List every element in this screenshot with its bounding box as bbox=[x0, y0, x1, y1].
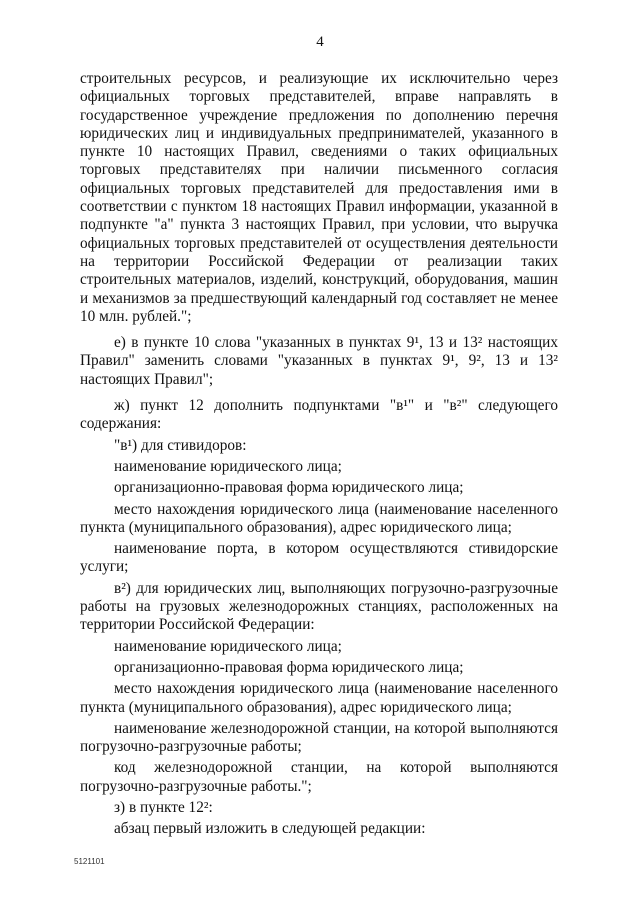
document-body bbox=[80, 70, 558, 839]
paragraph-location: место нахождения юридического лица (наименование населенного пункта (муниципального образования), адрес юридического лица; bbox=[80, 500, 558, 536]
paragraph-first-paragraph-edit: абзац первый изложить в следующей редакции: bbox=[114, 820, 426, 838]
paragraph-station-name: наименование железнодорожной станции, на которой выполняются погрузочно-разгрузочные работы; bbox=[80, 719, 558, 756]
paragraph-item-z: з) в пункте 12²: bbox=[114, 798, 213, 816]
paragraph-item-e: е) в пункте 10 слова "указанных в пунктах 9¹, 13 и 13² настоящих Правил" заменить словами "указанных в пунктах 9¹, 9², 13 и 13² настоящих Правил"; bbox=[80, 334, 558, 388]
paragraph-continuation: строительных ресурсов, и реализующие их исключительно через официальных торговых представителей, вправе направлять в государственное учреждение предложения по дополнению перечня юридических лиц и индивидуальных предпринимателей, указанного в пункте 10 настоящих Правил, сведениями о таких официальных торговых представителях при наличии письменного согласия официальных торговых представителей для предоставления ими в соответствии с пунктом 18 настоящих Правил информации, указанной в подпункте "а" пункта 3 настоящих Правил, при условии, что выручка официальных торговых представителей от осуществления деятельности на территории Российской Федерации от реализации таких строительных материалов, изделий, конструкций, оборудования, машин и механизмов за предшествующий календарный год составляет не менее 10 млн. рублей."; bbox=[80, 70, 558, 325]
paragraph-entity-name: наименование юридического лица; bbox=[114, 457, 342, 475]
footer-document-code: 5121101 bbox=[74, 857, 105, 866]
paragraph-port-name: наименование порта, в котором осуществляются стивидорские услуги; bbox=[80, 540, 558, 576]
paragraph-subitem-v2: в²) для юридических лиц, выполняющих погрузочно-разгрузочные работы на грузовых железнодорожных станциях, расположенных на территории Российской Федерации: bbox=[80, 579, 558, 634]
paragraph-legal-form: организационно-правовая форма юридического лица; bbox=[114, 479, 464, 497]
paragraph-station-code: код железнодорожной станции, на которой выполняются погрузочно-разгрузочные работы."; bbox=[80, 759, 558, 795]
paragraph-legal-form-2: организационно-правовая форма юридического лица; bbox=[114, 658, 464, 676]
paragraph-item-zh: ж) пункт 12 дополнить подпунктами "в¹" и "в²" следующего содержания: bbox=[80, 397, 558, 433]
paragraph-entity-name-2: наименование юридического лица; bbox=[114, 637, 342, 655]
page-number: 4 bbox=[316, 34, 324, 50]
paragraph-location-2: место нахождения юридического лица (наименование населенного пункта (муниципального образования), адрес юридического лица; bbox=[80, 680, 558, 716]
paragraph-subitem-v1: "в¹) для стивидоров: bbox=[114, 436, 247, 454]
